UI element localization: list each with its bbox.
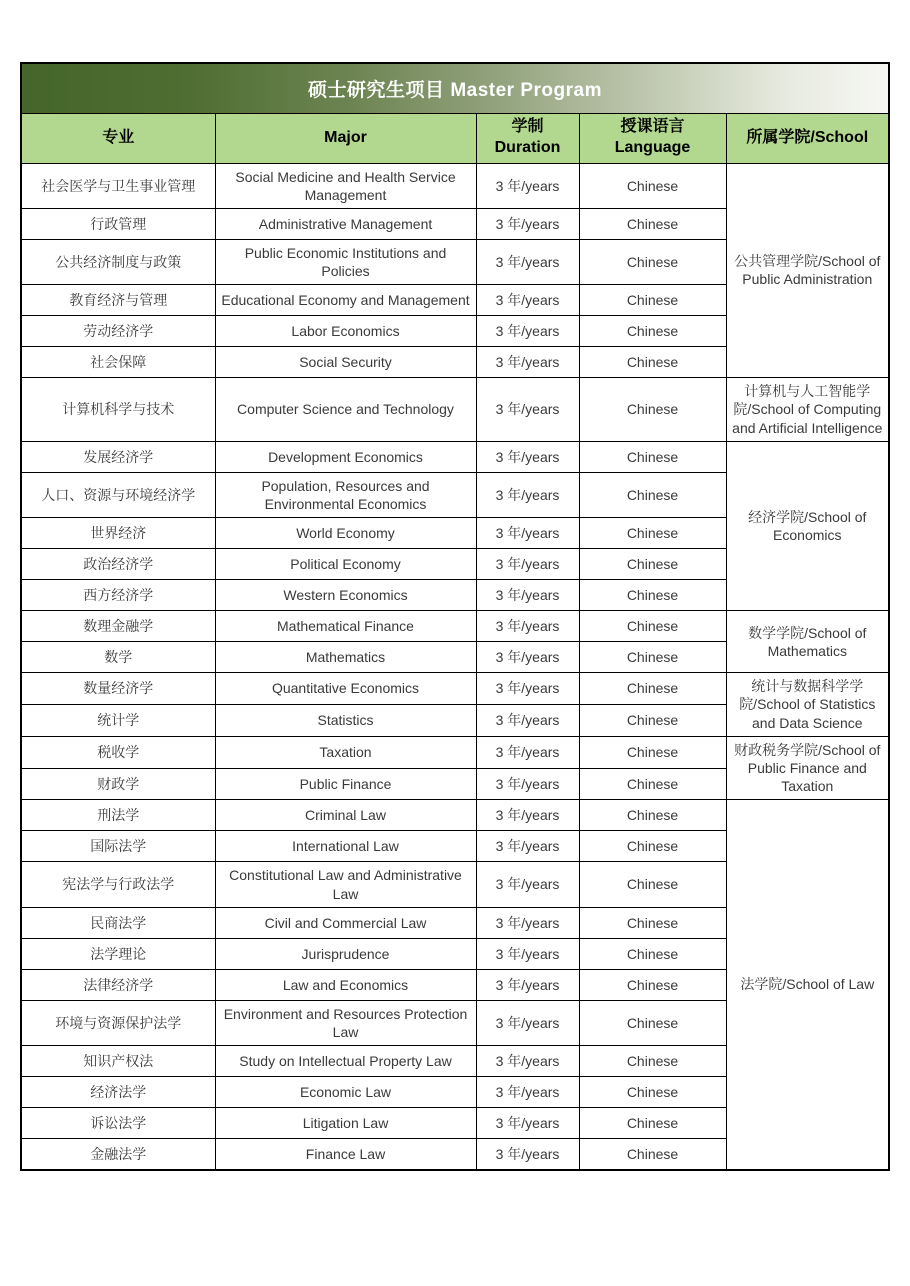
- duration-cell: 3 年/years: [476, 441, 579, 472]
- major-en-cell: Litigation Law: [215, 1108, 476, 1139]
- major-zh-cell: 数量经济学: [21, 673, 215, 705]
- language-cell: Chinese: [579, 472, 726, 517]
- language-cell: Chinese: [579, 673, 726, 705]
- major-en-cell: Computer Science and Technology: [215, 378, 476, 442]
- major-en-cell: Development Economics: [215, 441, 476, 472]
- language-cell: Chinese: [579, 1000, 726, 1045]
- major-en-cell: Educational Economy and Management: [215, 285, 476, 316]
- major-en-cell: Public Economic Institutions and Policies: [215, 239, 476, 284]
- language-cell: Chinese: [579, 378, 726, 442]
- school-cell: 计算机与人工智能学院/School of Computing and Artificial Intelligence: [726, 378, 889, 442]
- duration-cell: 3 年/years: [476, 1000, 579, 1045]
- duration-cell: 3 年/years: [476, 1108, 579, 1139]
- major-zh-cell: 经济法学: [21, 1077, 215, 1108]
- major-zh-cell: 税收学: [21, 736, 215, 768]
- major-en-cell: Quantitative Economics: [215, 673, 476, 705]
- title-row: [21, 63, 889, 113]
- language-cell: Chinese: [579, 800, 726, 831]
- header-major-en-label: Major: [324, 128, 367, 146]
- duration-cell: 3 年/years: [476, 1046, 579, 1077]
- major-en-cell: Mathematics: [215, 642, 476, 673]
- header-school: [726, 113, 889, 163]
- language-cell: Chinese: [579, 1046, 726, 1077]
- duration-cell: 3 年/years: [476, 862, 579, 907]
- table-body: [21, 163, 889, 1170]
- major-zh-cell: 西方经济学: [21, 580, 215, 611]
- major-en-cell: Civil and Commercial Law: [215, 907, 476, 938]
- duration-cell: 3 年/years: [476, 163, 579, 208]
- language-cell: Chinese: [579, 704, 726, 736]
- major-en-cell: Environment and Resources Protection Law: [215, 1000, 476, 1045]
- school-cell: 法学院/School of Law: [726, 800, 889, 1170]
- language-cell: Chinese: [579, 347, 726, 378]
- header-school-label: 所属学院/School: [746, 128, 869, 146]
- duration-cell: 3 年/years: [476, 969, 579, 1000]
- duration-cell: 3 年/years: [476, 673, 579, 705]
- duration-cell: 3 年/years: [476, 1077, 579, 1108]
- major-zh-cell: 国际法学: [21, 831, 215, 862]
- major-en-cell: Jurisprudence: [215, 938, 476, 969]
- header-duration: [476, 113, 579, 163]
- major-en-cell: Administrative Management: [215, 208, 476, 239]
- major-zh-cell: 诉讼法学: [21, 1108, 215, 1139]
- duration-cell: 3 年/years: [476, 1139, 579, 1170]
- language-cell: Chinese: [579, 907, 726, 938]
- language-cell: Chinese: [579, 862, 726, 907]
- school-cell: 公共管理学院/School of Public Administration: [726, 163, 889, 378]
- major-zh-cell: 劳动经济学: [21, 316, 215, 347]
- duration-cell: 3 年/years: [476, 347, 579, 378]
- language-cell: Chinese: [579, 549, 726, 580]
- table-row: [21, 378, 889, 442]
- major-zh-cell: 教育经济与管理: [21, 285, 215, 316]
- duration-cell: 3 年/years: [476, 938, 579, 969]
- school-cell: 财政税务学院/School of Public Finance and Taxation: [726, 736, 889, 800]
- table-row: [21, 800, 889, 831]
- master-program-table: [20, 62, 890, 1171]
- language-cell: Chinese: [579, 316, 726, 347]
- duration-cell: 3 年/years: [476, 580, 579, 611]
- major-en-cell: Political Economy: [215, 549, 476, 580]
- duration-cell: 3 年/years: [476, 907, 579, 938]
- duration-cell: 3 年/years: [476, 378, 579, 442]
- major-en-cell: Law and Economics: [215, 969, 476, 1000]
- duration-cell: 3 年/years: [476, 704, 579, 736]
- school-cell: 经济学院/School of Economics: [726, 441, 889, 610]
- major-en-cell: Mathematical Finance: [215, 611, 476, 642]
- header-major-en: [215, 113, 476, 163]
- column-header-row: [21, 113, 889, 163]
- major-en-cell: International Law: [215, 831, 476, 862]
- major-zh-cell: 法学理论: [21, 938, 215, 969]
- major-zh-cell: 公共经济制度与政策: [21, 239, 215, 284]
- major-zh-cell: 数理金融学: [21, 611, 215, 642]
- language-cell: Chinese: [579, 208, 726, 239]
- school-cell: 数学学院/School of Mathematics: [726, 611, 889, 673]
- language-cell: Chinese: [579, 1139, 726, 1170]
- major-en-cell: Study on Intellectual Property Law: [215, 1046, 476, 1077]
- major-en-cell: Taxation: [215, 736, 476, 768]
- language-cell: Chinese: [579, 1077, 726, 1108]
- duration-cell: 3 年/years: [476, 518, 579, 549]
- table-row: [21, 441, 889, 472]
- major-en-cell: Social Security: [215, 347, 476, 378]
- major-zh-cell: 统计学: [21, 704, 215, 736]
- major-en-cell: Western Economics: [215, 580, 476, 611]
- major-en-cell: Statistics: [215, 704, 476, 736]
- header-major-zh-label: 专业: [102, 128, 135, 146]
- duration-cell: 3 年/years: [476, 768, 579, 800]
- major-zh-cell: 知识产权法: [21, 1046, 215, 1077]
- table-title: 硕士研究生项目 Master Program: [21, 63, 889, 113]
- table-row: [21, 611, 889, 642]
- duration-cell: 3 年/years: [476, 642, 579, 673]
- duration-cell: 3 年/years: [476, 472, 579, 517]
- major-zh-cell: 行政管理: [21, 208, 215, 239]
- major-en-cell: Finance Law: [215, 1139, 476, 1170]
- duration-cell: 3 年/years: [476, 736, 579, 768]
- major-zh-cell: 宪法学与行政法学: [21, 862, 215, 907]
- major-en-cell: Economic Law: [215, 1077, 476, 1108]
- major-zh-cell: 社会医学与卫生事业管理: [21, 163, 215, 208]
- major-en-cell: Population, Resources and Environmental Economics: [215, 472, 476, 517]
- duration-cell: 3 年/years: [476, 239, 579, 284]
- language-cell: Chinese: [579, 768, 726, 800]
- language-cell: Chinese: [579, 736, 726, 768]
- major-en-cell: Labor Economics: [215, 316, 476, 347]
- header-duration-en-label: Duration: [494, 139, 561, 156]
- language-cell: Chinese: [579, 1108, 726, 1139]
- header-language: [579, 113, 726, 163]
- major-zh-cell: 政治经济学: [21, 549, 215, 580]
- duration-cell: 3 年/years: [476, 611, 579, 642]
- major-en-cell: Criminal Law: [215, 800, 476, 831]
- major-zh-cell: 金融法学: [21, 1139, 215, 1170]
- header-major-zh: [21, 113, 215, 163]
- language-cell: Chinese: [579, 969, 726, 1000]
- duration-cell: 3 年/years: [476, 800, 579, 831]
- table-row: [21, 163, 889, 208]
- major-en-cell: World Economy: [215, 518, 476, 549]
- duration-cell: 3 年/years: [476, 285, 579, 316]
- header-language-zh-label: 授课语言: [620, 118, 685, 136]
- major-zh-cell: 财政学: [21, 768, 215, 800]
- major-zh-cell: 法律经济学: [21, 969, 215, 1000]
- language-cell: Chinese: [579, 441, 726, 472]
- language-cell: Chinese: [579, 518, 726, 549]
- major-en-cell: Social Medicine and Health Service Management: [215, 163, 476, 208]
- duration-cell: 3 年/years: [476, 831, 579, 862]
- school-cell: 统计与数据科学学院/School of Statistics and Data Science: [726, 673, 889, 737]
- major-zh-cell: 环境与资源保护法学: [21, 1000, 215, 1045]
- duration-cell: 3 年/years: [476, 549, 579, 580]
- language-cell: Chinese: [579, 239, 726, 284]
- duration-cell: 3 年/years: [476, 316, 579, 347]
- major-zh-cell: 世界经济: [21, 518, 215, 549]
- header-language-en-label: Language: [614, 139, 691, 156]
- language-cell: Chinese: [579, 831, 726, 862]
- header-duration-zh-label: 学制: [511, 118, 544, 136]
- table-row: [21, 673, 889, 705]
- language-cell: Chinese: [579, 611, 726, 642]
- major-zh-cell: 人口、资源与环境经济学: [21, 472, 215, 517]
- language-cell: Chinese: [579, 285, 726, 316]
- language-cell: Chinese: [579, 580, 726, 611]
- major-zh-cell: 民商法学: [21, 907, 215, 938]
- language-cell: Chinese: [579, 163, 726, 208]
- major-en-cell: Constitutional Law and Administrative Law: [215, 862, 476, 907]
- major-en-cell: Public Finance: [215, 768, 476, 800]
- major-zh-cell: 社会保障: [21, 347, 215, 378]
- language-cell: Chinese: [579, 938, 726, 969]
- major-zh-cell: 刑法学: [21, 800, 215, 831]
- major-zh-cell: 发展经济学: [21, 441, 215, 472]
- table-row: [21, 736, 889, 768]
- language-cell: Chinese: [579, 642, 726, 673]
- major-zh-cell: 计算机科学与技术: [21, 378, 215, 442]
- duration-cell: 3 年/years: [476, 208, 579, 239]
- major-zh-cell: 数学: [21, 642, 215, 673]
